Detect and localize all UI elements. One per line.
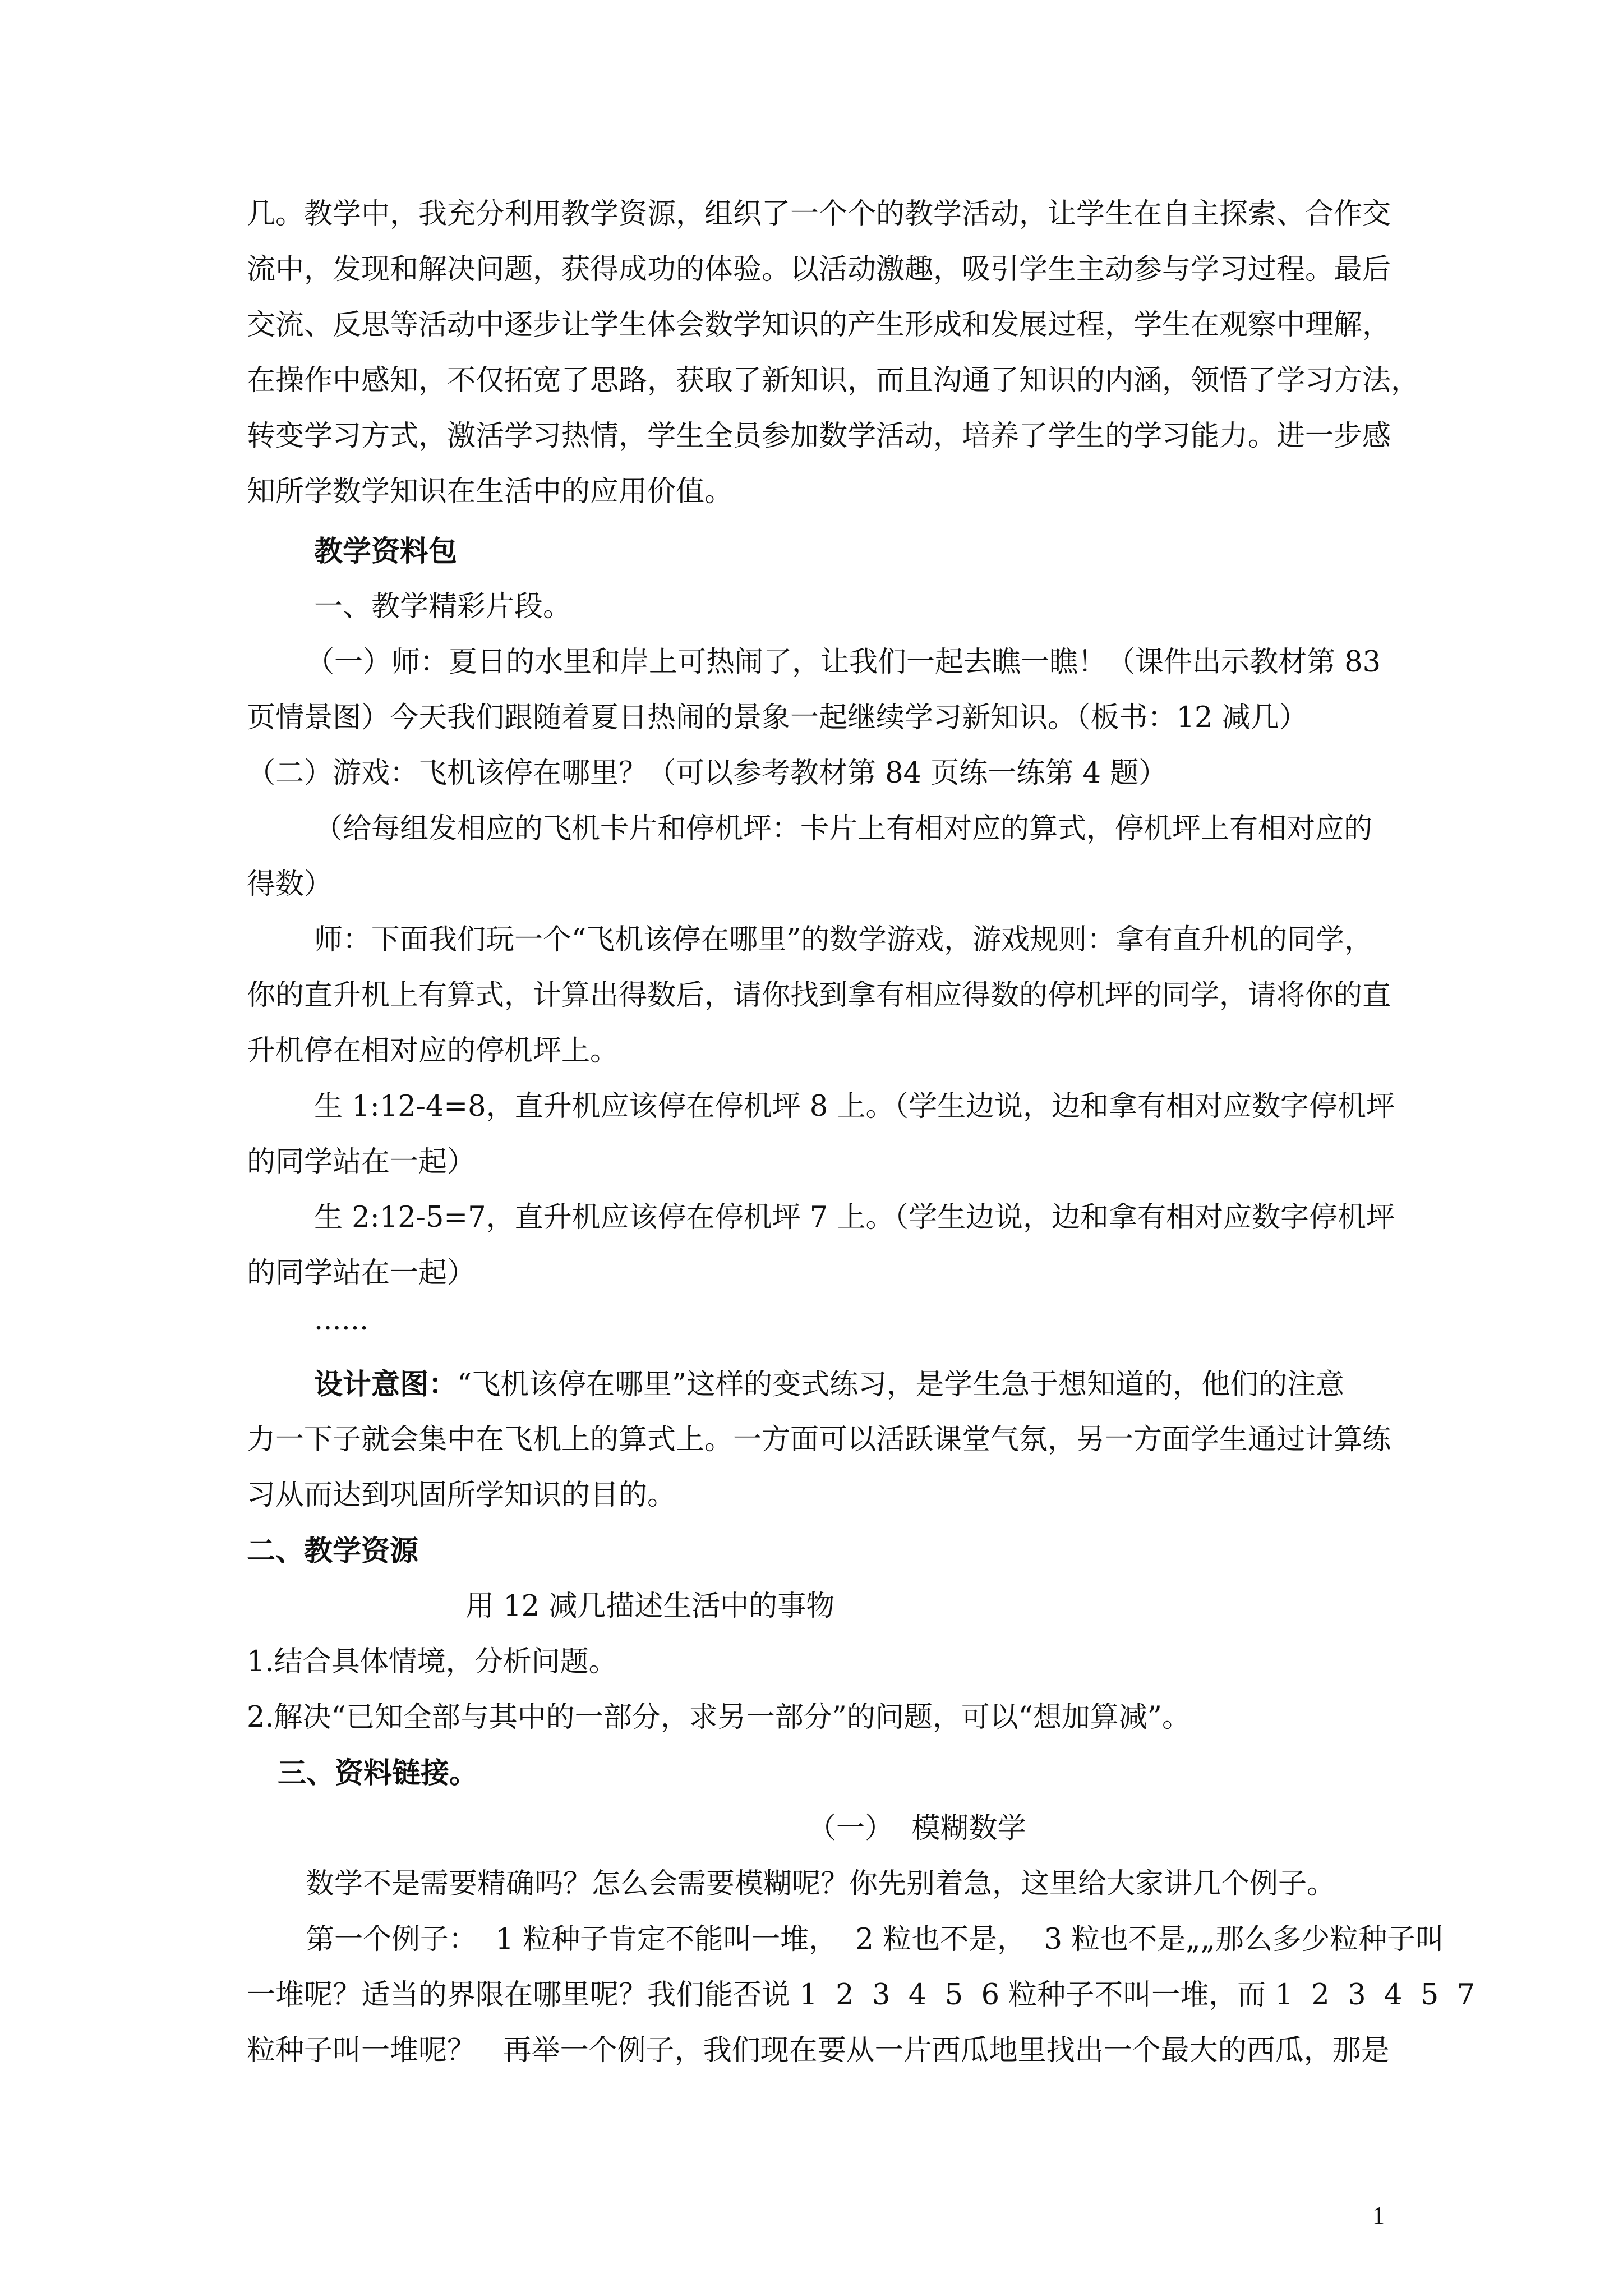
section-heading-resource-pack: 教学资料包 [314,535,458,568]
design-intent-line [314,1368,1344,1402]
body-line-11: （二）游戏：飞机该停在哪里？（可以参考教材第 84 页练一练第 4 题） [247,757,1168,790]
section-heading-teaching-resources: 二、教学资源 [247,1534,419,1568]
body-line-1: 几。教学中，我充分利用教学资源，组织了一个个的教学活动，让学生在自主探索、合作交 [247,197,1391,231]
body-line-4: 在操作中感知，不仅拓宽了思路，获取了新知识，而且沟通了知识的内涵，领悟了学习方法， [247,364,1420,397]
body-line-23: 力一下子就会集中在飞机上的算式上。一方面可以活跃课堂气氛，另一方面学生通过计算练 [247,1423,1391,1456]
subheading-teaching-highlights: 一、教学精彩片段。 [314,590,572,623]
body-line-13: 得数） [247,868,333,901]
page-number: 1 [1372,2202,1385,2229]
body-line-9: （一）师：夏日的水里和岸上可热闹了，让我们一起去瞧一瞧！（课件出示教材第 83 [306,646,1381,679]
body-line-20: 的同学站在一起） [247,1257,476,1290]
ellipsis-line: ······ [314,1312,369,1345]
body-line-19: 生 2:12-5=7，直升机应该停在停机坪 7 上。（学生边说，边和拿有相对应数字停机坪 [314,1201,1395,1234]
body-line-24: 习从而达到巩固所学知识的目的。 [247,1479,676,1512]
section-heading-material-links: 三、资料链接。 [278,1756,478,1790]
body-line-3: 交流、反思等活动中逐步让学生体会数学知识的产生形成和发展过程，学生在观察中理解， [247,309,1391,342]
body-line-16: 升机停在相对应的停机坪上。 [247,1034,619,1068]
resource-item-1: 1.结合具体情境，分析问题。 [247,1645,617,1678]
body-line-15: 你的直升机上有算式，计算出得数后，请你找到拿有相应得数的停机坪的同学，请将你的直 [247,979,1391,1012]
body-line-2: 流中，发现和解决问题，获得成功的体验。以活动激趣，吸引学生主动参与学习过程。最后 [247,253,1391,286]
body-line-17: 生 1:12-4=8，直升机应该停在停机坪 8 上。（学生边说，边和拿有相对应数字停机坪 [314,1090,1395,1123]
body-line-35: 粒种子叫一堆呢？ 再举一个例子，我们现在要从一片西瓜地里找出一个最大的西瓜，那是 [247,2034,1390,2067]
body-line-5: 转变学习方式，激活学习热情，学生全员参加数学活动，培养了学生的学习能力。进一步感 [247,420,1391,453]
body-line-32: 数学不是需要精确吗？怎么会需要模糊呢？你先别着急，这里给大家讲几个例子。 [306,1867,1336,1901]
design-intent-text: “飞机该停在哪里”这样的变式练习，是学生急于想知道的，他们的注意 [457,1368,1345,1401]
design-intent-label: 设计意图： [314,1368,458,1401]
body-line-34: 一堆呢？适当的界限在哪里呢？我们能否说 1 2 3 4 5 6 粒种子不叫一堆，而 1 2 3 4 5 7 [247,1978,1476,2012]
body-line-14: 师：下面我们玩一个“飞机该停在哪里”的数学游戏，游戏规则：拿有直升机的同学， [314,923,1373,956]
body-line-33: 第一个例子： 1 粒种子肯定不能叫一堆， 2 粒也不是， 3 粒也不是„„那么多少粒种子叫 [306,1923,1445,1956]
body-line-12: （给每组发相应的飞机卡片和停机坪：卡片上有相对应的算式，停机坪上有相对应的 [314,812,1373,845]
subheading-fuzzy-math: （一） 模糊数学 [808,1812,1026,1845]
body-line-18: 的同学站在一起） [247,1145,476,1179]
resource-title: 用 12 减几描述生活中的事物 [465,1590,835,1623]
body-line-10: 页情景图）今天我们跟随着夏日热闹的景象一起继续学习新知识。（板书：12 减几） [247,701,1308,734]
body-line-6: 知所学数学知识在生活中的应用价值。 [247,475,734,508]
resource-item-2: 2.解决“已知全部与其中的一部分，求另一部分”的问题，可以“想加算减”。 [247,1701,1191,1734]
